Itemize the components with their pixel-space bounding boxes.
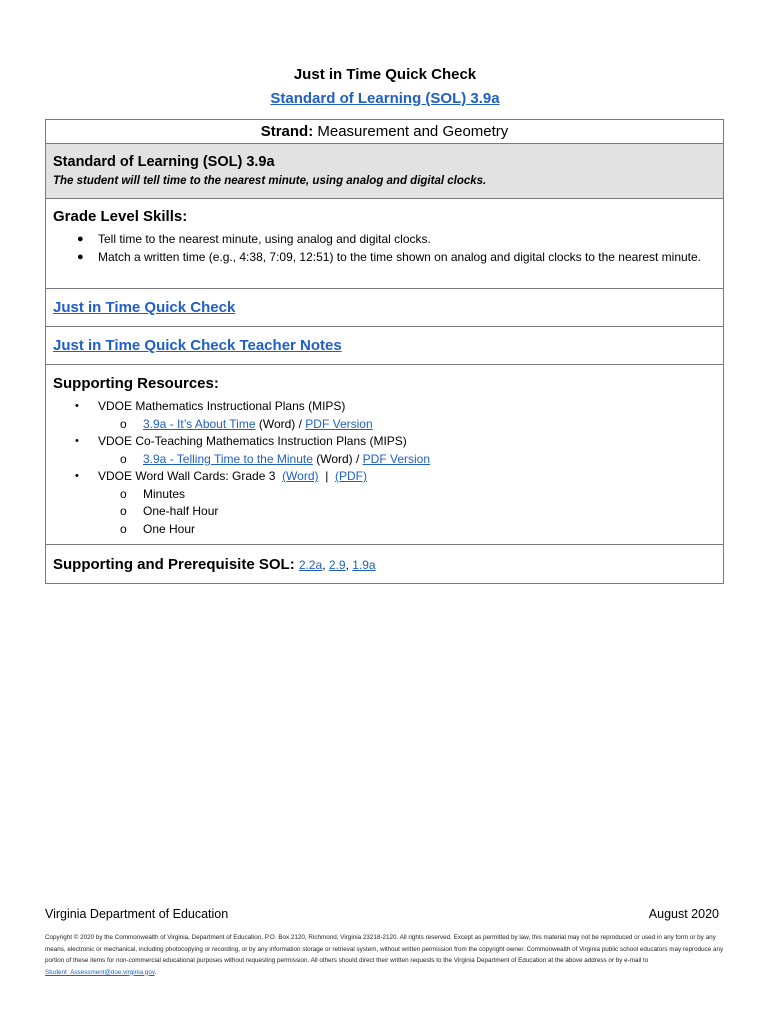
resources-heading: Supporting Resources:	[53, 375, 219, 392]
list-item: o One-half Hour	[53, 503, 716, 521]
sol-info-table	[45, 119, 724, 584]
circle-bullet-icon: o	[120, 486, 127, 501]
quick-check-row	[46, 289, 723, 327]
circle-bullet-icon: o	[120, 416, 127, 431]
strand-row	[46, 120, 723, 144]
copyright-notice: Copyright © 2020 by the Commonwealth of Virginia, Department of Education, P.O. Box 2120, Richmond, Virginia 23218-2120. All rights reserved. Except as permitted by law, this material may not be reproduced or used in any form or by any means, electronic or mechanical, including photocopying or recording, or by any information storage or retrieval system, without written permission from the copyright owner. Commonwealth of Virginia public school educators may reproduce any portion of these items for non-commercial educational purposes without requesting permission. All others should direct their written requests to the Virginia Department of Education at the above address or by e-mail to Student_Assessment@doe.virginia.gov.	[45, 934, 724, 976]
resources-list	[53, 398, 716, 538]
sol-subtitle-link[interactable]: Standard of Learning (SOL) 3.9a	[270, 90, 500, 107]
quick-check-link[interactable]: Just in Time Quick Check	[53, 299, 236, 316]
teacher-notes-link[interactable]: Just in Time Quick Check Teacher Notes	[53, 337, 342, 354]
circle-bullet-icon: o	[120, 504, 127, 518]
list-item: ● Tell time to the nearest minute, using analog and digital clocks.	[98, 231, 716, 249]
sol-title: Standard of Learning (SOL) 3.9a	[53, 154, 275, 170]
list-item: o 3.9a - Telling Time to the Minute (Word) / PDF Version	[53, 451, 716, 469]
list-item: o Minutes	[53, 486, 716, 504]
list-item: • VDOE Mathematics Instructional Plans (MIPS)	[53, 398, 716, 416]
skills-heading: Grade Level Skills:	[53, 208, 188, 225]
prereq-label: Supporting and Prerequisite SOL:	[53, 556, 295, 573]
footer-org: Virginia Department of Education	[45, 907, 229, 921]
sol-subtitle	[0, 90, 770, 107]
list-item: o 3.9a - It’s About Time (Word) / PDF Version	[53, 416, 716, 434]
bullet-icon: •	[75, 435, 79, 447]
sol-description: The student will tell time to the nearest minute, using analog and digital clocks.	[53, 175, 487, 187]
list-item: • VDOE Co-Teaching Mathematics Instruction Plans (MIPS)	[53, 433, 716, 451]
strand-label: Strand:	[260, 123, 314, 140]
mips-pdf-link[interactable]: PDF Version	[305, 416, 373, 431]
skills-list	[53, 231, 716, 266]
list-item: ● Match a written time (e.g., 4:38, 7:09, 12:51) to the time shown on analog and digital clocks to the nearest minute.	[98, 249, 716, 267]
resources-row	[46, 365, 723, 545]
bullet-icon: •	[75, 470, 79, 482]
footer-date: August 2020	[648, 907, 719, 921]
prereq-link-1-9a[interactable]: 1.9a	[352, 558, 376, 572]
page-title: Just in Time Quick Check	[293, 66, 477, 83]
prereq-row: Supporting and Prerequisite SOL: 2.2a, 2.9, 1.9a	[53, 556, 376, 573]
coteach-plan-link[interactable]: 3.9a - Telling Time to the Minute	[143, 451, 313, 466]
strand-value: Measurement and Geometry	[317, 123, 509, 140]
bullet-icon: ●	[77, 233, 84, 245]
coteach-pdf-link[interactable]: PDF Version	[362, 451, 431, 466]
teacher-notes-row	[46, 327, 723, 365]
prereq-link-2-9[interactable]: 2.9	[328, 558, 346, 572]
email-link[interactable]: Student_Assessment@doe.virginia.gov	[45, 968, 155, 976]
prereq-link-2-2a[interactable]: 2.2a	[298, 558, 323, 572]
list-item: • VDOE Word Wall Cards: Grade 3 (Word) | (PDF)	[53, 468, 716, 486]
bullet-icon: ●	[77, 250, 84, 263]
sol-row	[46, 144, 723, 199]
skills-row	[46, 199, 723, 289]
circle-bullet-icon: o	[120, 451, 127, 466]
bullet-icon: •	[75, 400, 79, 412]
mips-plan-link[interactable]: 3.9a - It’s About Time	[143, 416, 256, 431]
wordwall-pdf-link[interactable]: (PDF)	[334, 469, 367, 483]
circle-bullet-icon: o	[120, 521, 127, 536]
wordwall-word-link[interactable]: (Word)	[282, 469, 319, 483]
list-item: o One Hour	[53, 521, 716, 539]
